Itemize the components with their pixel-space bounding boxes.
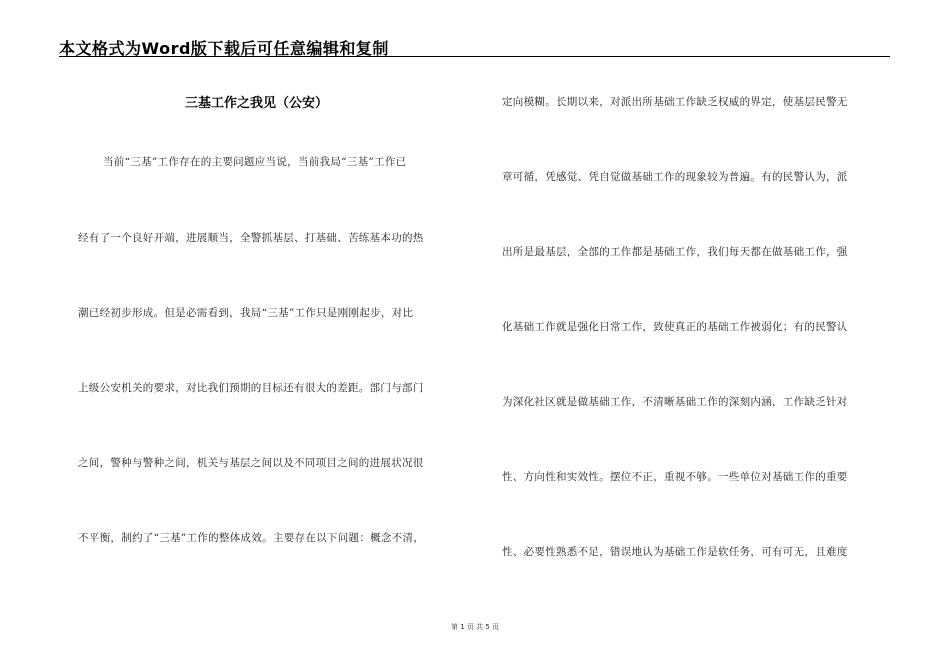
right-line-7: 性、必要性熟悉不足，错误地认为基础工作是软任务，可有可无，且难度 bbox=[502, 546, 848, 558]
right-line-3: 出所是最基层，全部的工作都是基础工作，我们每天都在做基础工作，强 bbox=[502, 246, 848, 258]
left-line-6: 不平衡，制约了“三基”工作的整体成效。主要存在以下问题：概念不清， bbox=[78, 532, 425, 544]
left-line-5: 之间，警种与警种之间，机关与基层之间以及不同项目之间的进展状况很 bbox=[78, 457, 424, 469]
document-header: 本文格式为Word版下载后可任意编辑和复制 bbox=[59, 39, 389, 58]
right-line-5: 为深化社区就是做基础工作，不清晰基础工作的深刻内涵，工作缺乏针对 bbox=[502, 396, 848, 408]
right-line-4: 化基础工作就是强化日常工作，致使真正的基础工作被弱化；有的民警认 bbox=[502, 321, 848, 333]
document-title: 三基工作之我见（公安） bbox=[185, 96, 329, 111]
left-line-2: 经有了一个良好开端，进展顺当，全警抓基层、打基础、苦练基本功的热 bbox=[78, 232, 424, 244]
left-line-1: 当前“三基”工作存在的主要问题应当说，当前我局“三基”工作已 bbox=[103, 156, 407, 168]
right-line-1: 定向模糊。长期以来，对派出所基础工作缺乏权威的界定，使基层民警无 bbox=[502, 96, 848, 108]
page-number: 第 1 页 共 5 页 bbox=[450, 623, 500, 631]
right-line-6: 性、方向性和实效性。摆位不正，重视不够。一些单位对基础工作的重要 bbox=[502, 471, 848, 483]
left-line-4: 上级公安机关的要求，对比我们预期的目标还有很大的差距。部门与部门 bbox=[78, 382, 424, 394]
header-divider bbox=[59, 56, 890, 57]
left-line-3: 潮已经初步形成。但是必需看到，我局“三基”工作只是刚刚起步，对比 bbox=[78, 307, 414, 319]
right-line-2: 章可循，凭感觉、凭自觉做基础工作的现象较为普遍。有的民警认为，派 bbox=[502, 171, 848, 183]
